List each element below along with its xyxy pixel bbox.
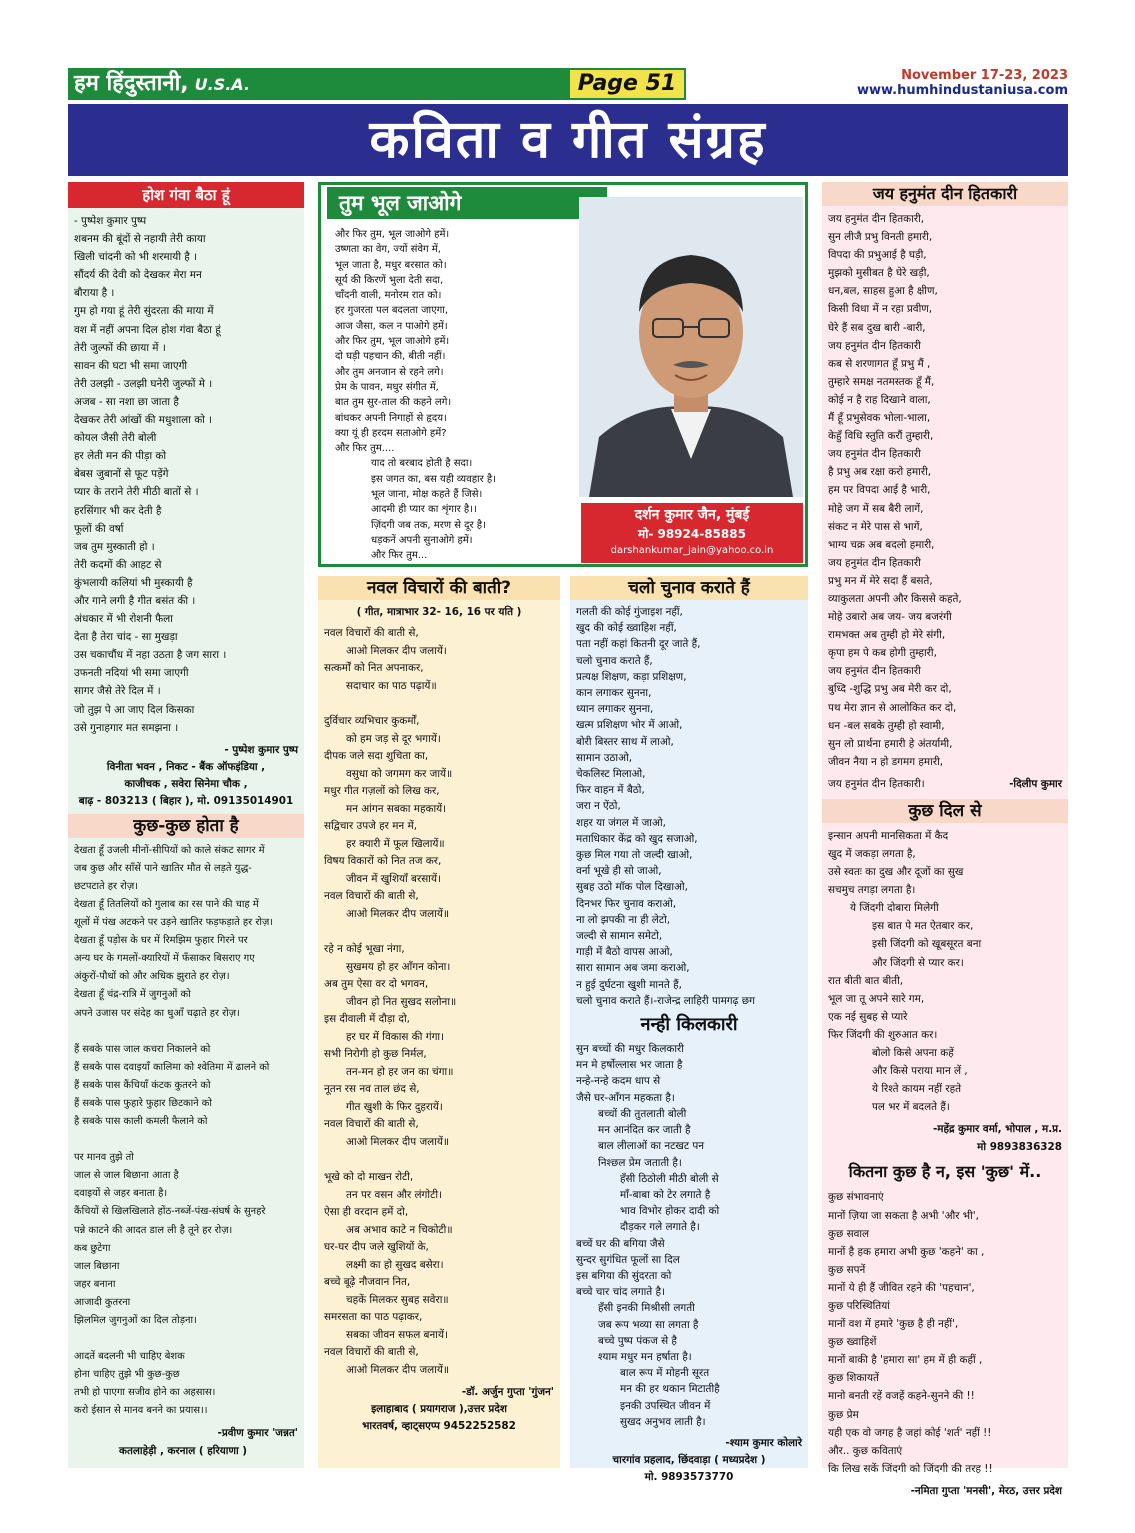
poem-line: जाल से जाल बिछाना आता है xyxy=(74,1170,179,1182)
poem-line: सभी निरोगी हो कुछ निर्मल, xyxy=(324,1048,427,1060)
column-right xyxy=(822,182,1068,1497)
poem-line: तुम्हारे समक्ष नतमस्तक हूँ मैं, xyxy=(828,375,935,388)
poem-line: कान लगाकर सुनना, xyxy=(576,687,652,700)
poem-line: जय हनुमंत दीन हितकारी, xyxy=(828,213,925,225)
poem-line: और फिर तुम.... xyxy=(335,443,395,455)
poem-line: मन आनंदित कर जाती है xyxy=(598,1124,691,1137)
poem-line: केहुँ विधि स्तुति करौं तुम्हारी, xyxy=(828,430,934,443)
poem-line: घर-घर दीप जले खुशियों के, xyxy=(324,1241,429,1253)
poem-line: देता है तेरा चांद - सा मुखड़ा xyxy=(74,631,178,644)
poem-line: दौड़कर गले लगाते है। xyxy=(620,1221,700,1234)
poem-line: शबनम की बूंदों से नहायी तेरी काया xyxy=(74,233,206,246)
column-left xyxy=(68,182,304,1468)
poem-line: उसे स्वतः का दुख और दूजों का सुख xyxy=(828,866,964,879)
poem-note: ( गीत, मात्राभार 32- 16, 16 पर यति ) xyxy=(356,606,522,618)
poem-line: दिनभर फिर चुनाव कराओ, xyxy=(576,897,677,910)
poem-line: बच्चे पुष्प पंकज से है xyxy=(598,1334,677,1347)
poem-line: खत्म प्रशिक्षण भोर में आओ, xyxy=(576,719,683,732)
poem-line: फूलों की वर्षा xyxy=(74,522,124,535)
poem-line: प्रभु मन में मेरे सदा हैं बसते, xyxy=(828,574,933,587)
poem-line: अन्य घर के गमलों-क्यारियों में फँसाकर बिसराए गए xyxy=(74,953,255,965)
poem-line: तन-मन हो हर जन का चंगा॥ xyxy=(346,1065,454,1078)
address-line: काजीचक , सवेरा सिनेमा चौक , xyxy=(124,777,248,790)
poem-line: धन -बल सबके तुम्ही हो स्वामी, xyxy=(828,719,945,732)
poem-line: सूर्य की किरणें भुला देती सदा, xyxy=(335,274,444,286)
poem-line: प्यार के तराने तेरी मीठी बातों से । xyxy=(74,486,199,499)
poem-line: गुम हो गया हूं तेरी सुंदरता की माया में xyxy=(74,305,214,318)
poem-address xyxy=(68,759,304,810)
author-card xyxy=(581,503,803,563)
poem-line: पल भर में बदलते हैं। xyxy=(872,1101,950,1114)
poem-line: हर क्यारी में फूल खिलायें॥ xyxy=(346,837,445,850)
poem-line: बच्चें घर की बगिया जैसे xyxy=(576,1237,665,1250)
poem-line: मन मे हर्षोल्लास भर जाता है xyxy=(576,1059,683,1072)
poem-line: पन्ने काटने की आदत डाल ली है तूने हर रोज़। xyxy=(74,1224,233,1236)
address-line: भारतवर्ष, व्हाट्सएप्प 9452252582 xyxy=(362,1420,516,1432)
poem-line: चलो चुनाव कराते हैं, xyxy=(576,654,653,667)
poem-line: बाल लीलाओं का नटखट पन xyxy=(598,1140,705,1153)
poem-line: सागर जैसे तेरे दिल में । xyxy=(74,685,161,698)
poem-line: बेबस जुबानों से फूट पड़ेंगे xyxy=(74,468,169,481)
poem-line: मानों है हक हमारा अभी कुछ 'कहने' का , xyxy=(828,1245,985,1258)
poem-body xyxy=(335,227,585,564)
poem-line: हम पर विपदा आई है भारी, xyxy=(828,484,931,497)
poem-line: अजब - सा नशा छा जाता है xyxy=(74,395,179,408)
poem-line: जीवन में खुशियाँ बरसायें। xyxy=(346,872,441,885)
poem-line: है प्रभु अब रक्षा करो हमारी, xyxy=(828,466,932,479)
poem-line: सद्विचार उपजे हर मन में, xyxy=(324,820,418,832)
poem-line: सुन लीजै प्रभु विनती हमारी, xyxy=(828,231,933,244)
poem-line: प्रत्यक्ष शिक्षण, कड़ा प्रशिक्षण, xyxy=(576,670,687,683)
poem-line: बच्चों की तुतलाती बोली xyxy=(598,1107,687,1120)
poem-line: हँसी ठिठोली मीठी बोली से xyxy=(620,1172,719,1185)
stanza-gap xyxy=(324,695,554,713)
issue-date: November 17-23, 2023 xyxy=(901,68,1068,83)
poem-signature: - पुष्पेश कुमार पुष्प xyxy=(224,743,298,756)
poem-line: हँसी इनकी मिश्रीसी लगती xyxy=(598,1302,695,1315)
poem-body xyxy=(822,206,1068,775)
poem-line: बौराया है । xyxy=(74,287,115,300)
poem-line: मताधिकार केंद्र को खुद सजाओ, xyxy=(576,832,698,845)
poem-line: विषय विकारों को नित तज कर, xyxy=(324,855,442,867)
poem-address xyxy=(570,1452,808,1486)
website-link[interactable]: www.humhindustaniusa.com xyxy=(856,83,1068,98)
poem-line: सुन्दर सुगंधित फूलों सा दिल xyxy=(576,1253,680,1266)
poem-line: जब तुम मुस्काती हो । xyxy=(74,540,155,553)
poem-line: सुखमय हो हर आँगन कोना। xyxy=(346,960,451,973)
poem-line: हर घर में विकास की गंगा। xyxy=(346,1030,445,1043)
poem-line: नवल विचारों की बाती से, xyxy=(324,890,419,902)
poem-line: जरा न ऐंठो, xyxy=(576,800,621,813)
poem-line: मन की हर थकान मिटातीहै xyxy=(620,1383,720,1396)
poem-line: ये जिंदगी दोबारा मिलेगी xyxy=(850,902,939,915)
poem-line: सत्कर्मों को नित अपनाकर, xyxy=(324,662,424,674)
poem-line: हरसिंगार भी कर देती है xyxy=(74,504,162,517)
poem-line: फिर जिंदगी की शुरुआत कर। xyxy=(828,1028,938,1041)
poem-line: संकट न मेरे पास से भागें, xyxy=(828,520,923,533)
poem-line: मुझको मुसीबत है घेरे खड़ी, xyxy=(828,267,930,280)
author-name: दर्शन कुमार जैन, मुंबई xyxy=(634,507,750,523)
poem-signature: -श्याम कुमार कोलारे xyxy=(725,1436,802,1449)
stanza-gap xyxy=(74,1131,298,1149)
poem-signature: -नमिता गुप्ता 'मनसी', मेरठ, उत्तर प्रदेश xyxy=(910,1484,1062,1497)
page-number: Page 51 xyxy=(568,68,686,100)
poem-line: और फिर तुम, भूल जाओगे हमें। xyxy=(335,336,450,348)
poem-phone: मो 9893836328 xyxy=(977,1141,1062,1154)
author-photo xyxy=(579,197,803,497)
poem-line: सावन की घटा भी समा जाएगी xyxy=(74,359,188,372)
poem-line: मन आंगन सबका महकायें। xyxy=(346,802,447,815)
author-phone: मो- 98924-85885 xyxy=(638,527,746,541)
poem-line: और गाने लगी है गीत बसंत की । xyxy=(74,594,196,607)
poem-line: इस बात पे मत ऐतबार कर, xyxy=(872,920,974,933)
poem-line: रहे न कोई भूखा नंगा, xyxy=(324,943,405,955)
poem-line: सचमुच तगड़ा लगता है। xyxy=(828,884,916,897)
poem-title: होश गंवा बैठा हूं xyxy=(68,182,304,208)
column-middle xyxy=(318,182,808,1483)
poem-line: नवल विचारों की बाती से, xyxy=(324,1346,419,1358)
poem-body xyxy=(570,1037,808,1434)
poem-line: सामान उठाओ, xyxy=(576,751,633,764)
poem-line: ये रिश्ते कायम नहीं रहते xyxy=(872,1083,962,1096)
poem-line: रात बीती बात बीती, xyxy=(828,974,904,987)
poem-line: खिली चांदनी को भी शरमायी है । xyxy=(74,251,198,264)
poem-address xyxy=(318,1401,560,1435)
poem-body xyxy=(68,208,304,741)
poem-line: को हम जड़ से दूर भगायें। xyxy=(346,732,441,745)
poem-line: चलो चुनाव कराते हैं।-राजेन्द्र लाहिरी पामगढ़ छग xyxy=(576,994,755,1007)
poem-line: पर मानव तुझे तो xyxy=(74,1152,134,1164)
poem-signature: -दिलीप कुमार xyxy=(1009,777,1062,790)
poem-line: उष्णता का वेग, ज्यों संवेग में, xyxy=(335,244,441,256)
poem-line: मैं हूँ प्रभुसेवक भोला-भाला, xyxy=(828,412,931,425)
poem-line: हैं सबके पास कैंचियाँ कंटक कुतरने को xyxy=(74,1079,211,1091)
poem-line: बोलो किसे अपना कहें xyxy=(872,1047,954,1060)
poem-line: बुध्दि -शुद्धि प्रभु अब मेरी कर दो, xyxy=(828,683,952,696)
poem-line: कैंचियों से खिलखिलाते होंठ-नब्जें-पंख-संघर्ष के सुनहरे xyxy=(74,1206,266,1218)
poem-line: भाग्य चक्र अब बदलो हमारी, xyxy=(828,538,935,551)
poem-line: शूलों में पंख अटकने पर उड़ने खातिर फड़फड़ाते हर रोज़। xyxy=(74,917,274,929)
poem-line: खुद में जकड़ा लगता है, xyxy=(828,848,916,860)
poem-line: कुंभलायी कलियां भी मुस्कायी है xyxy=(74,576,193,589)
poem-line: तेरी उलझी - उलझी घनेरी जुल्फों मे । xyxy=(74,377,213,390)
poem-line: चहकें मिलकर सुबह सवेरा॥ xyxy=(346,1293,449,1306)
stanza-gap xyxy=(324,923,554,941)
poem-line: आदतें बदलनी भी चाहिए बेशक xyxy=(74,1351,185,1363)
poem-signature: -डॉ. अर्जुन गुप्ता 'गुंजन' xyxy=(461,1386,554,1398)
poem-line: हैं सबके पास दवाइयाँ कालिमा को श्वेतिमा में ढालने को xyxy=(74,1061,270,1073)
poem-line: छटपटाते हर रोज़। xyxy=(74,880,138,892)
poem-title: कितना कुछ है न, इस 'कुछ' में.. xyxy=(848,1162,1042,1182)
poem-line: जीवन नैया न हो डगमग हमारी, xyxy=(828,755,944,768)
poem-line: ना लो झपकी ना ही लेटो, xyxy=(576,913,671,926)
poem-line: ध्यान लगाकर सुनना, xyxy=(576,703,654,716)
masthead xyxy=(68,68,1068,102)
poem-line: प्रेम के पावन, मधुर संगीत में, xyxy=(335,381,439,393)
poem-line: और फिर तुम... xyxy=(371,550,428,562)
brand-suffix: U.S.A. xyxy=(194,75,251,94)
poem-line: सदाचार का पाठ पढ़ायें॥ xyxy=(346,679,437,692)
poem-line: सारा सामान अब जमा कराओ, xyxy=(576,962,690,975)
poem-line: तभी हो पाएगा सजीव होने का अहसास। xyxy=(74,1387,216,1399)
poem-line: कुछ सपनें xyxy=(828,1263,866,1276)
poem-line: शहर या जंगल में जाओ, xyxy=(576,816,666,829)
poem-line: उस चकाचौंध में नहा उठता है जग सारा । xyxy=(74,649,227,662)
poem-line: देखता हूँ पड़ोस के घर में रिमझिम फुहार गिरने पर xyxy=(74,935,248,947)
poem-line: खुद की कोई ख्वाहिश नहीं, xyxy=(576,622,677,635)
poem-line: जब रूप भव्या सा लगता है xyxy=(598,1318,699,1331)
poem-line: व्याकुलता अपनी और किससे कहते, xyxy=(828,592,962,605)
poem-line: सुबह उठो मॉक पोल दिखाओ, xyxy=(576,881,688,894)
brand-logo xyxy=(68,68,568,100)
poem-line: नवल विचारों की बाती से, xyxy=(324,1118,419,1130)
poem-line: फिर वाहन में बैठो, xyxy=(576,784,645,797)
poem-line: - पुष्पेश कुमार पुष्प xyxy=(74,215,147,227)
poem-line: रामभक्त अब तुम्ही हो मेरे संगी, xyxy=(828,629,946,642)
poem-line: क्या यूं ही हरदम सताओगे हमें? xyxy=(335,427,447,439)
poem-line: सुन बच्चों की मधुर किलकारी xyxy=(576,1043,684,1056)
featured-poem xyxy=(318,182,808,567)
poem-line: बाल रूप में मोहनी सूरत xyxy=(620,1367,710,1380)
poem-line: जो तुझ पे आ जाए दिल किसका xyxy=(74,703,195,716)
poem-line: आदमी ही प्यार का शृंगार है।। xyxy=(371,504,477,516)
poem-line: याद तो बरबाद होती है सदा। xyxy=(371,458,473,470)
poem-line: आओ मिलकर दीप जलायें॥ xyxy=(346,1363,450,1376)
poem-line: इन्सान अपनी मानसिकता में कैद xyxy=(828,829,949,842)
poem-line: चेकलिस्ट मिलाओ, xyxy=(576,768,646,781)
poem-line: नूतन रस नव ताल छंद से, xyxy=(324,1083,420,1095)
poem-line: श्याम मधुर मन हर्षाता है। xyxy=(598,1350,692,1363)
poem-line: तेरी कदमों की आहट से xyxy=(74,558,162,571)
poem-body xyxy=(570,600,808,1013)
address-line: विनीता भवन , निकट - बैंक ऑफइंडिया , xyxy=(106,760,266,773)
poem-line: इनकी उपस्थित जीवन में xyxy=(620,1399,711,1412)
poem-line: जब कुछ और साँसें पाने खातिर मौत से लड़ते युद्ध- xyxy=(74,862,252,874)
poem-line: जय हनुमंत दीन हितकारी xyxy=(828,665,921,678)
poem-line: किसी विधा में न रहा प्रवीण, xyxy=(828,303,933,316)
poem-line: कुछ सवाल xyxy=(828,1227,870,1240)
poem-line: तेरी जुल्फों की छाया में । xyxy=(74,341,166,354)
poem-line: अंधकार में भी रोशनी फैला xyxy=(74,613,173,626)
poem-line: और जिंदगी से प्यार कर। xyxy=(872,956,964,969)
poem-line: नवल विचारों की बाती से, xyxy=(324,627,419,639)
poem-line: जय हनुमंत दीन हितकारी xyxy=(828,339,921,352)
poem-line: आजादी कुतरना xyxy=(74,1296,131,1308)
poem-line: है सबके पास काली कमली फैलाने को xyxy=(74,1116,208,1128)
poem-line: बच्चे बूढ़े नौजवान नित, xyxy=(324,1276,411,1288)
address-line: मो. 9893573770 xyxy=(644,1470,734,1483)
poem-title: तुम भूल जाओगे xyxy=(327,187,607,219)
poem-line: देखता हूँ चंद्र-रात्रि में जुगनुओं को xyxy=(74,989,191,1001)
poem-line: तन पर वसन और लंगोटी। xyxy=(346,1188,442,1201)
poem-line: मानो बनती रहें वजहें कहने-सुनने की !! xyxy=(828,1390,975,1403)
section-banner: कविता व गीत संग्रह xyxy=(68,104,1068,176)
poem-line: पता नहीं कहां कितनी दूर जाते हैं, xyxy=(576,638,701,651)
poem-line: बांधकर अपनी निगाहों से हृदय। xyxy=(335,412,447,424)
poem-body xyxy=(822,1184,1068,1482)
author-email[interactable]: darshankumar_jain@yahoo.co.in xyxy=(610,545,774,556)
poem-line: गलती की कोई गुंजाइश नहीं, xyxy=(576,606,683,618)
address-line: बाढ़ - 803213 ( बिहार ), मो. 09135014901 xyxy=(78,794,294,807)
poem-title: जय हनुमंत दीन हितकारी xyxy=(822,182,1068,206)
poem-signature: -महेंद्र कुमार वर्मा, भोपाल , म.प्र. xyxy=(932,1123,1062,1136)
poem-line: हर लेती मन की पीड़ा को xyxy=(74,450,167,463)
poem-title: चलो चुनाव कराते हैं xyxy=(570,576,808,600)
poem-line: इसी जिंदगी को खूबसूरत बना xyxy=(872,938,982,951)
poem-line: सबका जीवन सफल बनायें। xyxy=(346,1328,448,1341)
poem-line: वर्ना भूखे ही सो जाओ, xyxy=(576,865,662,878)
poem-line: कुछ शिकायतें xyxy=(828,1372,879,1385)
poem-line: भूल जाना, मोक्ष कहते हैं जिसे। xyxy=(371,489,483,501)
poem-line: यही एक वो जगह है जहां कोई 'शर्त' नहीं !! xyxy=(828,1426,992,1439)
poem-line: वश में नहीं अपना दिल होश गंवा बैठा हूं xyxy=(74,323,221,336)
issue-info xyxy=(857,68,1068,98)
poem-line: आओ मिलकर दीप जलायें। xyxy=(346,644,447,657)
poem-line: इस जगत का, बस यही व्यवहार है। xyxy=(371,473,496,485)
poem-title: नवल विचारों की बाती? xyxy=(318,576,560,600)
poem-line: बोरी बिस्तर साथ में लाओ, xyxy=(576,735,674,748)
poem-line: आओ मिलकर दीप जलायें॥ xyxy=(346,907,450,920)
poem-line: इस दीवाली में दौड़ा दो, xyxy=(324,1013,410,1025)
poem-line: जैसे घर-आँगन महकता है। xyxy=(576,1091,675,1104)
poem-line: जहर बनाना xyxy=(74,1278,116,1290)
poem-line: कुछ ख्वाहिशें xyxy=(828,1336,877,1349)
poem-line: जल्दी से सामान समेटो, xyxy=(576,930,663,943)
poem-line: सौंदर्य की देवी को देखकर मेरा मन xyxy=(74,269,202,282)
poem-line: कुछ प्रेम xyxy=(828,1408,859,1421)
poem-line: मधुर गीत गज़लों को लिख कर, xyxy=(324,785,440,797)
poem-line: हैं सबके पास फुहारे फुहार छिटकाने को xyxy=(74,1097,212,1109)
poem-line: दवाइयों से जहर बनाता है। xyxy=(74,1188,168,1200)
address-line: चारगांव प्रहलाद, छिंदवाड़ा ( मध्यप्रदेश ) xyxy=(612,1453,766,1466)
poem-line: मोहे उबारो अब जय- जय बजरंगी xyxy=(828,611,952,624)
poem-line: अंकुरों-पौधों को और अधिक झुराते हर रोज़। xyxy=(74,971,230,983)
poem-line: और.. कुछ कविताएं xyxy=(828,1444,903,1457)
poem-body xyxy=(68,838,304,1425)
poem-line: हैं सबके पास जाल कचरा निकालने को xyxy=(74,1043,211,1055)
poem-line: अब अभाव काटे न चिकोटी॥ xyxy=(346,1223,453,1236)
poem-line: कब से शरणागत हूँ प्रभु मैं , xyxy=(828,357,931,370)
poem-line: सुन लो प्रार्थना हमारी हे अंतर्यामी, xyxy=(828,737,953,750)
poem-line: विपदा की प्रभुआई है घड़ी, xyxy=(828,249,927,262)
poem-line: मानों वश में हमारे 'कुछ है ही नहीं', xyxy=(828,1318,959,1331)
poem-title: कुछ-कुछ होता है xyxy=(68,814,304,838)
portrait-illustration xyxy=(579,197,803,497)
poem-line: जय हनुमंत दीन हितकारी xyxy=(828,556,921,569)
column-middle-left xyxy=(318,576,560,1468)
poem-line: नन्हे-नन्हे कदम धाप से xyxy=(576,1075,661,1088)
poem-line: और फिर तुम, भूल जाओगे हमें। xyxy=(335,229,450,240)
column-middle-right xyxy=(570,576,808,1483)
poem-line: गीत खुशी के फिर दुहरायें। xyxy=(346,1100,443,1113)
poem-line: धड़कनें अपनी सुनाओगे हमें। xyxy=(371,534,473,546)
poem-line: झिलमिल जुगनुओं का दिल तोड़ना। xyxy=(74,1314,197,1326)
poem-line: एक नई सुबह से प्यारे xyxy=(828,1010,908,1023)
poem-line: घेरे हैं सब दुख बारी -बारी, xyxy=(828,321,926,334)
poem-ending xyxy=(822,775,1068,793)
poem-line: माँ-बाबा को टेर लगाते है xyxy=(620,1188,711,1201)
poem-body xyxy=(822,823,1068,1121)
poem-line: ज़िंदगी जब तक, मरण से दूर है। xyxy=(371,519,486,531)
poem-line: मानों ज़िया जा सकता है अभी 'और भी', xyxy=(828,1209,979,1222)
poem-line: ऐसा ही वरदान हमें दो, xyxy=(324,1206,409,1218)
stanza-gap xyxy=(324,1151,554,1169)
poem-line: देखकर तेरी आंखों की मधुशाला को । xyxy=(74,414,213,427)
poem-line: समरसता का पाठ पढ़ाकर, xyxy=(324,1311,423,1323)
poem-line: निश्छल प्रेम जताती है। xyxy=(598,1156,682,1169)
poem-line: गाड़ी में बैठो वापस आओ, xyxy=(576,946,673,959)
brand-name: हम हिंदुस्तानी, xyxy=(74,71,189,96)
poem-line: न हुई दुर्घटना खुशी मानते हैं, xyxy=(576,978,682,991)
poem-address: कतलाहेड़ी , करनाल ( हरियाणा ) xyxy=(118,1445,248,1458)
poem-line: लक्ष्मी का हो सुखद बसेरा। xyxy=(346,1258,444,1271)
poem-line: अपने उजास पर संदेह का धुआँ चढ़ाते हर रोज़। xyxy=(74,1007,240,1019)
poem-line: बच्चे चार चांद लगाते है। xyxy=(576,1286,665,1299)
poem-line: आओ मिलकर दीप जलायें॥ xyxy=(346,1135,450,1148)
poem-line: कुछ संभावनाएं xyxy=(828,1191,884,1204)
poem-line: जाल बिछाना xyxy=(74,1260,120,1272)
poem-line: पथ मेरा ज्ञान से आलोकित कर दो, xyxy=(828,701,957,714)
poem-line: कोयल जैसी तेरी बोली xyxy=(74,432,157,445)
poem-line: कब छुटेगा xyxy=(74,1242,111,1254)
poem-line: भूल जाता है, मधुर बरसात को। xyxy=(335,259,447,271)
poem-line: देखता हूँ उजली मीनों-सीपियों को काले संकट सागर में xyxy=(74,844,265,856)
poem-line: और तुम अनजान से रहने लगे। xyxy=(335,366,444,378)
poem-line: उसे गुनाहगार मत समझना । xyxy=(74,721,179,734)
poem-line: कुछ परिस्थितियां xyxy=(828,1299,890,1312)
poem-signature: -प्रवीण कुमार 'जन्नत' xyxy=(217,1427,298,1440)
poem-line: मोहे जग में सब बैरी लागें, xyxy=(828,502,924,515)
poem-line: जीवन हो नित सुखद सलोना॥ xyxy=(346,995,457,1008)
poem-body xyxy=(318,621,560,1383)
poem-line: करो ईसान से मानव बनने का प्रयास।। xyxy=(74,1405,208,1417)
poem-line: मानों बाकी है 'हमारा सा' हम में ही कहीं , xyxy=(828,1354,983,1367)
poem-line: देखता हूँ तितलियों को गुलाब का रस पाने की चाह में xyxy=(74,899,259,910)
poem-line: और किसे पराया मान लें , xyxy=(872,1065,968,1078)
poem-line: होना चाहिए तुझे भी कुछ-कुछ xyxy=(74,1369,180,1381)
poem-line: बात तुम सुर-ताल की कहने लगे। xyxy=(335,397,452,409)
poem-line: जय हनुमंत दीन हितकारी xyxy=(828,448,921,461)
poem-line: मानों ये ही हैं जीवित रहने की 'पहचान', xyxy=(828,1281,975,1294)
poem-line: भाव विभोर होकर दादी को xyxy=(620,1205,720,1218)
poem-line: कि लिख सकें जिंदगी को जिंदगी की तरह !! xyxy=(828,1462,993,1475)
poem-title: कुछ दिल से xyxy=(822,799,1068,823)
poem-line: धन,बल, साहस हुआ है क्षीण, xyxy=(828,285,938,298)
poem-line: कृपा हम पे कब होगी तुम्हारी, xyxy=(828,647,937,660)
poem-line: इस बगिया की सुंदरता को xyxy=(576,1269,672,1282)
poem-line: उफनती नदियां भी समा जाएगी xyxy=(74,667,189,680)
poem-line: आज जैसा, कल न पाओगे हमें। xyxy=(335,320,448,332)
poem-line: दो घड़ी पहचान की, बीती नहीं। xyxy=(335,351,446,363)
poem-title: नन्ही किलकारी xyxy=(570,1013,808,1037)
poem-line: कुछ मिल गया तो जल्दी खाओ, xyxy=(576,849,693,862)
poem-line: कोई न है राह दिखाने वाला, xyxy=(828,393,931,406)
poem-line: दुर्विचार व्यभिचार कुकर्मों, xyxy=(324,715,420,727)
poem-line: चाँदनी वाली, मनोरम रात को। xyxy=(335,290,442,302)
poem-last-line: जय हनुमंत दीन हितकारी। xyxy=(828,777,925,790)
poem-line: हर गुजरता पल बदलता जाएगा, xyxy=(335,305,449,317)
poem-line: भूखे को दो माखन रोटी, xyxy=(324,1171,414,1183)
poem-line: दीपक जले सदा शुचिता का, xyxy=(324,750,429,762)
poem-line: अब तुम ऐसा वर दो भगवन, xyxy=(324,978,429,990)
address-line: इलाहाबाद ( प्रयागराज ),उत्तर प्रदेश xyxy=(371,1403,507,1415)
poem-line: भूल जा तू अपने सारे गम, xyxy=(828,992,925,1005)
stanza-gap xyxy=(74,1023,298,1041)
stanza-gap xyxy=(74,1330,298,1348)
poem-line: सुखद अनुभव लाती है। xyxy=(620,1415,706,1428)
poem-line: वसुधा को जगमग कर जायें॥ xyxy=(346,767,453,780)
